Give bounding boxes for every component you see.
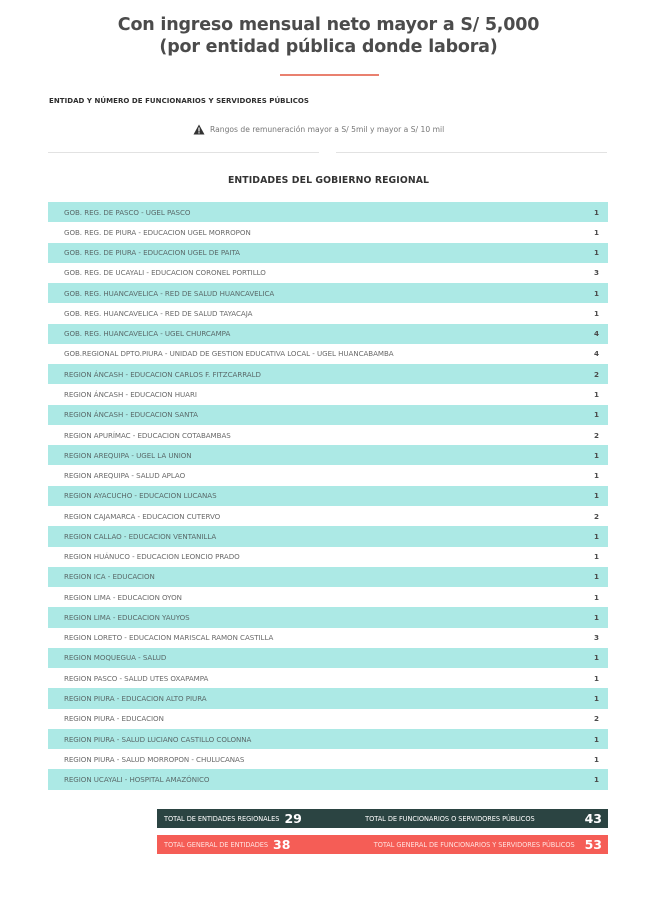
entity-name: REGION PIURA - SALUD LUCIANO CASTILLO COLONNA [64,734,252,744]
entity-name: GOB.REGIONAL DPTO.PIURA - UNIDAD DE GESTION EDUCATIVA LOCAL - UGEL HUANCABAMBA [64,349,394,359]
page-title [0,14,657,58]
entity-name: GOB. REG. DE PASCO - UGEL PASCO [64,207,191,217]
entity-count: 1 [593,227,599,237]
entity-name: GOB. REG. HUANCAVELICA - UGEL CHURCAMPA [64,329,231,339]
table-row [48,749,608,769]
entity-name: REGION HUÁNUCO - EDUCACION LEONCIO PRADO [64,552,240,562]
table-row [48,668,608,688]
entity-count: 1 [593,248,599,258]
divider-right [336,152,607,153]
table-row [48,222,608,242]
title-underline [280,74,379,76]
entity-count: 1 [593,450,599,460]
page-title-line2: (por entidad pública donde labora) [159,37,498,57]
table-row [48,709,608,729]
entity-name: REGION ÁNCASH - EDUCACION HUARI [64,390,197,400]
regional-entities-label: TOTAL DE ENTIDADES REGIONALES [164,814,280,823]
entity-count: 1 [593,410,599,420]
table-row [48,526,608,546]
general-totals-bar [157,835,608,854]
entity-name: REGION PIURA - EDUCACION [64,714,164,724]
regional-totals-bar [157,809,608,828]
entity-count: 1 [593,694,599,703]
entity-name: REGION ICA - EDUCACION [64,572,155,582]
table-title: ENTIDADES DEL GOBIERNO REGIONAL [227,175,430,186]
table-row [48,425,608,445]
entity-count: 1 [593,207,599,217]
table-row [48,263,608,283]
entity-count: 4 [593,329,599,339]
entity-name: REGION PIURA - EDUCACION ALTO PIURA [64,694,207,703]
table-row [48,769,608,789]
entity-count: 2 [593,369,599,379]
entity-count: 3 [593,268,599,278]
table-row [48,303,608,323]
entity-name: REGION ÁNCASH - EDUCACION CARLOS F. FITZCARRALD [64,369,261,379]
table-row [48,628,608,648]
entity-count: 1 [593,531,599,541]
remuneration-note [193,123,444,135]
entity-count: 1 [593,592,599,602]
entity-count: 2 [593,430,599,440]
entity-name: REGION PASCO - SALUD UTES OXAPAMPA [64,673,209,683]
table-row [48,648,608,668]
general-entities-value: 38 [273,837,291,852]
entity-count: 1 [593,612,599,622]
table-row [48,364,608,384]
table-row [48,283,608,303]
table-row [48,445,608,465]
table-row [48,202,608,222]
entity-count: 4 [593,349,599,359]
entity-count: 1 [593,673,599,683]
table-row [48,729,608,749]
entity-name: REGION LORETO - EDUCACION MARISCAL RAMON CASTILLA [64,633,274,643]
entity-name: GOB. REG. DE PIURA - EDUCACION UGEL MORROPON [64,227,251,237]
entity-count: 1 [593,775,599,785]
entity-name: REGION AYACUCHO - EDUCACION LUCANAS [64,491,217,501]
entity-name: GOB. REG. HUANCAVELICA - RED DE SALUD TAYACAJA [64,308,253,318]
regional-entities-value: 29 [284,811,302,826]
table-row [48,587,608,607]
entity-count: 1 [593,390,599,400]
entity-name: REGION UCAYALI - HOSPITAL AMAZÓNICO [64,775,210,785]
entities-table [48,202,608,790]
note-text: Rangos de remuneración mayor a S/ 5mil y mayor a S/ 10 mil [210,124,445,134]
entity-name: REGION ÁNCASH - EDUCACION SANTA [64,410,198,420]
table-row [48,688,608,708]
general-staff-label: TOTAL GENERAL DE FUNCIONARIOS Y SERVIDORES PÚBLICOS [373,840,575,849]
entity-count: 1 [593,653,599,663]
table-row [48,405,608,425]
entity-name: REGION CALLAO - EDUCACION VENTANILLA [64,531,217,541]
regional-staff-value: 43 [584,811,602,826]
table-row [48,506,608,526]
table-row [48,547,608,567]
entity-count: 1 [593,471,599,481]
table-row [48,344,608,364]
entity-name: GOB. REG. HUANCAVELICA - RED DE SALUD HUANCAVELICA [64,288,275,298]
entity-count: 1 [593,572,599,582]
entity-count: 1 [593,552,599,562]
regional-staff-label: TOTAL DE FUNCIONARIOS O SERVIDORES PÚBLICOS [365,814,535,823]
general-staff-value: 53 [584,837,602,852]
entity-name: REGION CAJAMARCA - EDUCACION CUTERVO [64,511,221,521]
entity-count: 1 [593,491,599,501]
entity-count: 1 [593,754,599,764]
general-entities-label: TOTAL GENERAL DE ENTIDADES [164,840,268,849]
entity-name: REGION LIMA - EDUCACION OYON [64,592,182,602]
page-title-line1: Con ingreso mensual neto mayor a S/ 5,000 [117,15,540,35]
table-row [48,384,608,404]
table-row [48,567,608,587]
warning-icon [193,124,205,135]
entity-name: REGION APURÍMAC - EDUCACION COTABAMBAS [64,430,231,440]
entity-name: GOB. REG. DE UCAYALI - EDUCACION CORONEL PORTILLO [64,268,266,278]
table-row [48,465,608,485]
entity-count: 1 [593,308,599,318]
entity-name: REGION AREQUIPA - SALUD APLAO [64,471,186,481]
section-label: ENTIDAD Y NÚMERO DE FUNCIONARIOS Y SERVIDORES PÚBLICOS [49,97,310,105]
entity-name: GOB. REG. DE PIURA - EDUCACION UGEL DE PAITA [64,248,240,258]
table-row [48,486,608,506]
table-row [48,324,608,344]
entity-count: 2 [593,714,599,724]
entity-name: REGION PIURA - SALUD MORROPON - CHULUCANAS [64,754,245,764]
entity-count: 3 [593,633,599,643]
divider-left [48,152,319,153]
entity-name: REGION MOQUEGUA - SALUD [64,653,167,663]
entity-count: 1 [593,288,599,298]
table-row [48,607,608,627]
entity-count: 1 [593,734,599,744]
entity-name: REGION AREQUIPA - UGEL LA UNION [64,450,192,460]
entity-count: 2 [593,511,599,521]
table-row [48,243,608,263]
entity-name: REGION LIMA - EDUCACION YAUYOS [64,612,190,622]
